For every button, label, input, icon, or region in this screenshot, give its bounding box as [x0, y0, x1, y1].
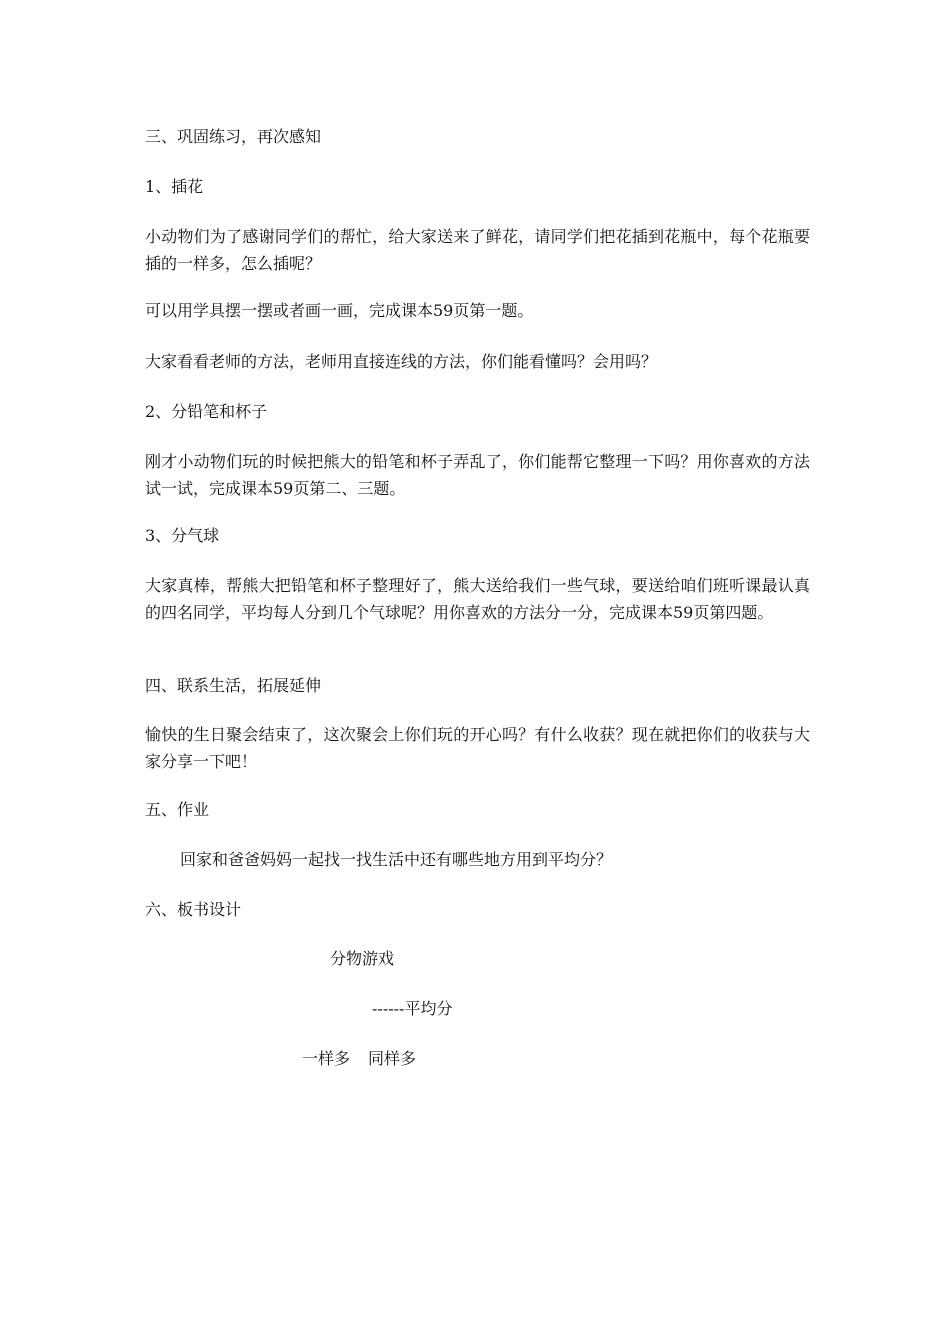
- section4-paragraph: 愉快的生日聚会结束了，这次聚会上你们玩的开心吗？有什么收获？现在就把你们的收获与大家分享一下吧！: [145, 725, 810, 771]
- item1-paragraph3: 大家看看老师的方法，老师用直接连线的方法，你们能看懂吗？会用吗？: [145, 352, 658, 371]
- section3-heading: 三、巩固练习，再次感知: [145, 127, 322, 146]
- item1-paragraph1: 小动物们为了感谢同学们的帮忙，给大家送来了鲜花，请同学们把花插到花瓶中，每个花瓶要插的一样多，怎么插呢？: [145, 227, 810, 273]
- board-words: [302, 1045, 950, 1072]
- section5-heading: 五、作业: [145, 800, 210, 819]
- item2-title: 2、分铅笔和杯子: [145, 402, 268, 421]
- item3-paragraph1: 大家真棒，帮熊大把铅笔和杯子整理好了，熊大送给我们一些气球，要送给咱们班听课最认真的四名同学，平均每人分到几个气球呢？用你喜欢的方法分一分，完成课本59页第四题。: [145, 576, 810, 622]
- item2-paragraph1: 刚才小动物们玩的时候把熊大的铅笔和杯子弄乱了，你们能帮它整理一下吗？用你喜欢的方法试一试，完成课本59页第二、三题。: [145, 452, 810, 498]
- board-subtitle: ------平均分: [372, 999, 453, 1018]
- board-word-2: 同样多: [368, 1049, 417, 1068]
- item1-title: 1、插花: [145, 177, 204, 196]
- section4-heading: 四、联系生活，拓展延伸: [145, 676, 322, 695]
- section6-heading: 六、板书设计: [145, 900, 242, 919]
- section5-paragraph: 回家和爸爸妈妈一起找一找生活中还有哪些地方用到平均分？: [180, 850, 613, 869]
- item1-paragraph2: 可以用学具摆一摆或者画一画，完成课本59页第一题。: [145, 301, 534, 320]
- board-title: 分物游戏: [330, 949, 395, 968]
- board-word-1: 一样多: [302, 1049, 351, 1068]
- item3-title: 3、分气球: [145, 526, 220, 545]
